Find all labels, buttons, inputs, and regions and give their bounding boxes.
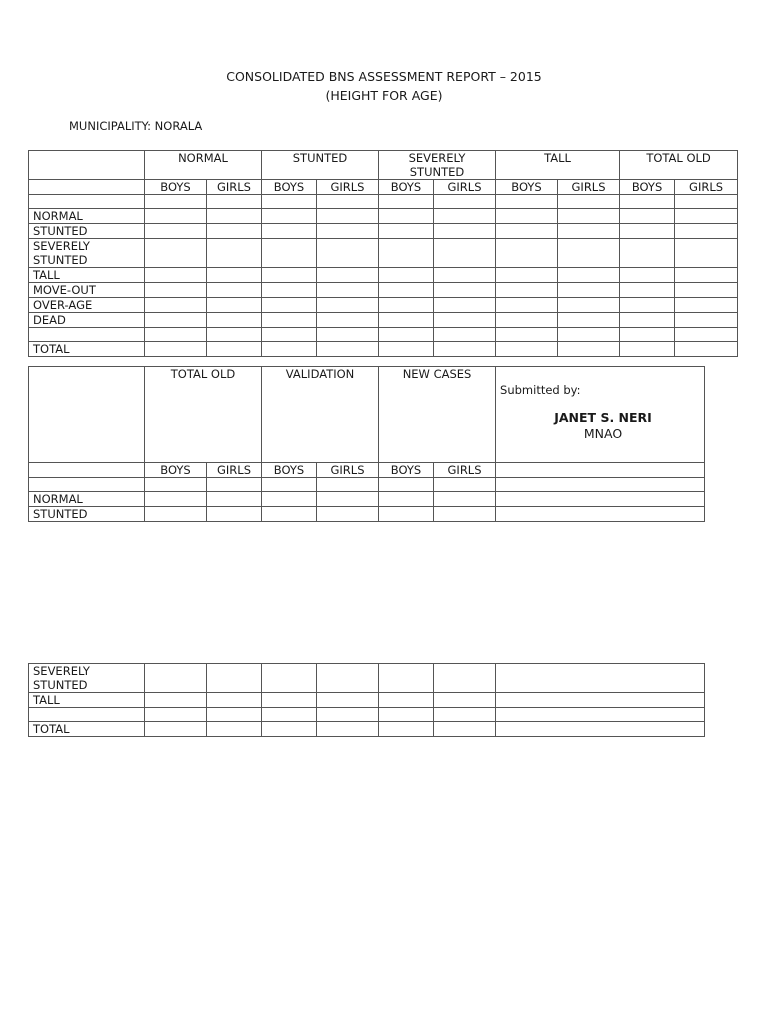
table-cell: [496, 478, 705, 492]
table-cell: [145, 492, 207, 507]
table-cell: [379, 268, 434, 283]
corner-cell: [29, 463, 145, 478]
table-cell: [379, 507, 434, 522]
table-cell: [496, 239, 558, 268]
table-cell: [207, 328, 262, 342]
table-cell: [379, 239, 434, 268]
table-cell: [496, 298, 558, 313]
table-cell: [496, 268, 558, 283]
table-cell: [558, 239, 620, 268]
row-label: TOTAL: [29, 722, 145, 737]
table-cell: [434, 478, 496, 492]
row-label: TOTAL: [29, 342, 145, 357]
validation-table: [28, 366, 705, 522]
sub-header: GIRLS: [434, 180, 496, 195]
table-cell: [262, 298, 317, 313]
table-cell: [558, 342, 620, 357]
group-header: TOTAL OLD: [620, 151, 738, 180]
table-cell: [207, 664, 262, 693]
table-cell: [317, 209, 379, 224]
table-cell: [434, 693, 496, 708]
table-cell: [496, 195, 558, 209]
table-cell: [262, 328, 317, 342]
group-header: VALIDATION: [262, 367, 379, 463]
table-cell: [379, 664, 434, 693]
table-cell: [145, 722, 207, 737]
group-header: NORMAL: [145, 151, 262, 180]
table-cell: [145, 693, 207, 708]
table-cell: [379, 209, 434, 224]
table-cell: [558, 313, 620, 328]
table-cell: [207, 283, 262, 298]
table-row: [29, 492, 705, 507]
table-cell: [434, 209, 496, 224]
table-cell: [496, 283, 558, 298]
table-cell: [434, 328, 496, 342]
table-cell: [379, 708, 434, 722]
table-row: [29, 224, 738, 239]
table-row: [29, 239, 738, 268]
table-cell: [379, 283, 434, 298]
sub-header: GIRLS: [207, 463, 262, 478]
table-cell: [496, 693, 705, 708]
spacer-row: [29, 195, 738, 209]
table-row: [29, 283, 738, 298]
table-cell: [317, 478, 379, 492]
group-header: TOTAL OLD: [145, 367, 262, 463]
sub-header: GIRLS: [207, 180, 262, 195]
table-cell: [207, 693, 262, 708]
subheader-row: [29, 180, 738, 195]
table-cell: [675, 298, 738, 313]
table-cell: [434, 664, 496, 693]
table-cell: [620, 195, 675, 209]
group-header: STUNTED: [262, 151, 379, 180]
table-cell: [262, 708, 317, 722]
table-cell: [379, 722, 434, 737]
table-cell: [434, 492, 496, 507]
table-row: [29, 507, 705, 522]
table-cell: [496, 722, 705, 737]
table-cell: [434, 507, 496, 522]
table-cell: [317, 298, 379, 313]
sub-header: GIRLS: [675, 180, 738, 195]
table-cell: [145, 283, 207, 298]
table-cell: [317, 268, 379, 283]
row-label: DEAD: [29, 313, 145, 328]
table-cell: [317, 313, 379, 328]
table-cell: [317, 342, 379, 357]
table-cell: [496, 708, 705, 722]
row-label: SEVERELY STUNTED: [29, 664, 145, 693]
sub-header: BOYS: [145, 180, 207, 195]
table-cell: [434, 239, 496, 268]
validation-table-continued: [28, 663, 705, 737]
group-header: TALL: [496, 151, 620, 180]
table-cell: [620, 313, 675, 328]
row-label: NORMAL: [29, 492, 145, 507]
table-cell: [675, 342, 738, 357]
table-cell: [675, 283, 738, 298]
corner-cell: [29, 367, 145, 463]
table-cell: [207, 722, 262, 737]
table-cell: [317, 693, 379, 708]
table-cell: [262, 224, 317, 239]
table-cell: [317, 708, 379, 722]
table-cell: [620, 342, 675, 357]
row-label: [29, 708, 145, 722]
group-header: NEW CASES: [379, 367, 496, 463]
table-cell: [317, 664, 379, 693]
submitted-by-label: Submitted by:: [500, 383, 581, 397]
row-label: OVER-AGE: [29, 298, 145, 313]
table-cell: [434, 708, 496, 722]
table-cell: [379, 478, 434, 492]
row-label: TALL: [29, 693, 145, 708]
table-cell: [262, 268, 317, 283]
table-cell: [145, 298, 207, 313]
table-cell: [620, 328, 675, 342]
table-cell: [675, 224, 738, 239]
table-cell: [496, 224, 558, 239]
table-row: [29, 722, 705, 737]
sub-header: GIRLS: [317, 463, 379, 478]
table-cell: [145, 313, 207, 328]
sub-header: BOYS: [262, 180, 317, 195]
table-cell: [317, 195, 379, 209]
table-cell: [434, 298, 496, 313]
table-cell: [145, 224, 207, 239]
spacer-row: [29, 478, 705, 492]
signature-block: [496, 367, 705, 463]
assessment-table: [28, 150, 738, 357]
table-cell: [558, 298, 620, 313]
table-row: [29, 693, 705, 708]
sub-header: BOYS: [145, 463, 207, 478]
row-label: MOVE-OUT: [29, 283, 145, 298]
table-cell: [262, 664, 317, 693]
table-cell: [379, 224, 434, 239]
table-cell: [558, 268, 620, 283]
table-cell: [145, 478, 207, 492]
table-cell: [317, 722, 379, 737]
table-cell: [675, 209, 738, 224]
table-row: [29, 342, 738, 357]
signer-name: JANET S. NERI: [554, 410, 652, 425]
table-cell: [620, 268, 675, 283]
row-label: SEVERELY STUNTED: [29, 239, 145, 268]
table-cell: [379, 328, 434, 342]
table-row: [29, 664, 705, 693]
table-cell: [675, 313, 738, 328]
table-row: [29, 209, 738, 224]
table-cell: [379, 342, 434, 357]
table-cell: [145, 708, 207, 722]
table-cell: [145, 342, 207, 357]
table-cell: [379, 693, 434, 708]
table-cell: [262, 507, 317, 522]
table-cell: [558, 209, 620, 224]
table-cell: [207, 313, 262, 328]
table-cell: [379, 313, 434, 328]
table-cell: [675, 195, 738, 209]
group-header-row: [29, 367, 705, 463]
table-cell: [207, 298, 262, 313]
table-cell: [620, 283, 675, 298]
table-cell: [379, 492, 434, 507]
table-cell: [207, 239, 262, 268]
table-cell: [145, 268, 207, 283]
table-cell: [207, 209, 262, 224]
sub-header: GIRLS: [558, 180, 620, 195]
table-cell: [262, 492, 317, 507]
table-cell: [145, 664, 207, 693]
table-cell: [262, 342, 317, 357]
table-cell: [620, 224, 675, 239]
report-subtitle: (HEIGHT FOR AGE): [325, 88, 443, 103]
table-cell: [620, 209, 675, 224]
table-cell: [262, 283, 317, 298]
table-cell: [145, 195, 207, 209]
table-cell: [317, 283, 379, 298]
table-row: [29, 268, 738, 283]
table-cell: [434, 224, 496, 239]
table-cell: [434, 268, 496, 283]
table-cell: [496, 328, 558, 342]
table-cell: [317, 507, 379, 522]
table-cell: [207, 268, 262, 283]
table-cell: [496, 209, 558, 224]
row-label: STUNTED: [29, 507, 145, 522]
table-cell: [496, 664, 705, 693]
table-cell: [29, 195, 145, 209]
sub-header: BOYS: [379, 180, 434, 195]
table-cell: [675, 328, 738, 342]
table-cell: [496, 492, 705, 507]
table-cell: [620, 298, 675, 313]
table-cell: [434, 342, 496, 357]
table-cell: [145, 209, 207, 224]
row-label: [29, 328, 145, 342]
table-cell: [207, 224, 262, 239]
table-cell: [496, 342, 558, 357]
table-cell: [558, 195, 620, 209]
sub-header: BOYS: [262, 463, 317, 478]
sub-header: BOYS: [496, 180, 558, 195]
table-cell: [262, 313, 317, 328]
table-cell: [207, 492, 262, 507]
table-cell: [145, 328, 207, 342]
sub-header: GIRLS: [317, 180, 379, 195]
table-row: [29, 328, 738, 342]
table-cell: [675, 239, 738, 268]
table-cell: [145, 507, 207, 522]
corner-cell: [29, 151, 145, 180]
table-cell: [207, 195, 262, 209]
row-label: TALL: [29, 268, 145, 283]
table-cell: [29, 478, 145, 492]
table-cell: [317, 224, 379, 239]
table-cell: [675, 268, 738, 283]
row-label: NORMAL: [29, 209, 145, 224]
table-cell: [145, 239, 207, 268]
signer-position: MNAO: [583, 426, 623, 441]
table-row: [29, 298, 738, 313]
table-cell: [317, 492, 379, 507]
row-label: STUNTED: [29, 224, 145, 239]
table-cell: [496, 507, 705, 522]
table-cell: [262, 209, 317, 224]
report-title: CONSOLIDATED BNS ASSESSMENT REPORT – 2015: [226, 69, 542, 84]
table-cell: [379, 298, 434, 313]
table-cell: [496, 463, 705, 478]
municipality-label: MUNICIPALITY: NORALA: [69, 119, 203, 133]
table-cell: [558, 328, 620, 342]
table-cell: [434, 195, 496, 209]
table-cell: [434, 283, 496, 298]
subheader-row: [29, 463, 705, 478]
table-cell: [207, 342, 262, 357]
table-cell: [262, 722, 317, 737]
table-cell: [317, 239, 379, 268]
corner-cell: [29, 180, 145, 195]
table-cell: [262, 195, 317, 209]
table-row: [29, 708, 705, 722]
table-cell: [379, 195, 434, 209]
table-cell: [496, 313, 558, 328]
table-cell: [207, 507, 262, 522]
table-row: [29, 313, 738, 328]
group-header: SEVERELY STUNTED: [379, 151, 496, 180]
table-cell: [434, 722, 496, 737]
table-cell: [262, 478, 317, 492]
table-cell: [558, 224, 620, 239]
table-cell: [207, 478, 262, 492]
table-cell: [620, 239, 675, 268]
table-cell: [317, 328, 379, 342]
sub-header: GIRLS: [434, 463, 496, 478]
sub-header: BOYS: [620, 180, 675, 195]
sub-header: BOYS: [379, 463, 434, 478]
table-cell: [262, 693, 317, 708]
group-header-row: [29, 151, 738, 180]
table-cell: [434, 313, 496, 328]
table-cell: [558, 283, 620, 298]
table-cell: [262, 239, 317, 268]
table-cell: [207, 708, 262, 722]
